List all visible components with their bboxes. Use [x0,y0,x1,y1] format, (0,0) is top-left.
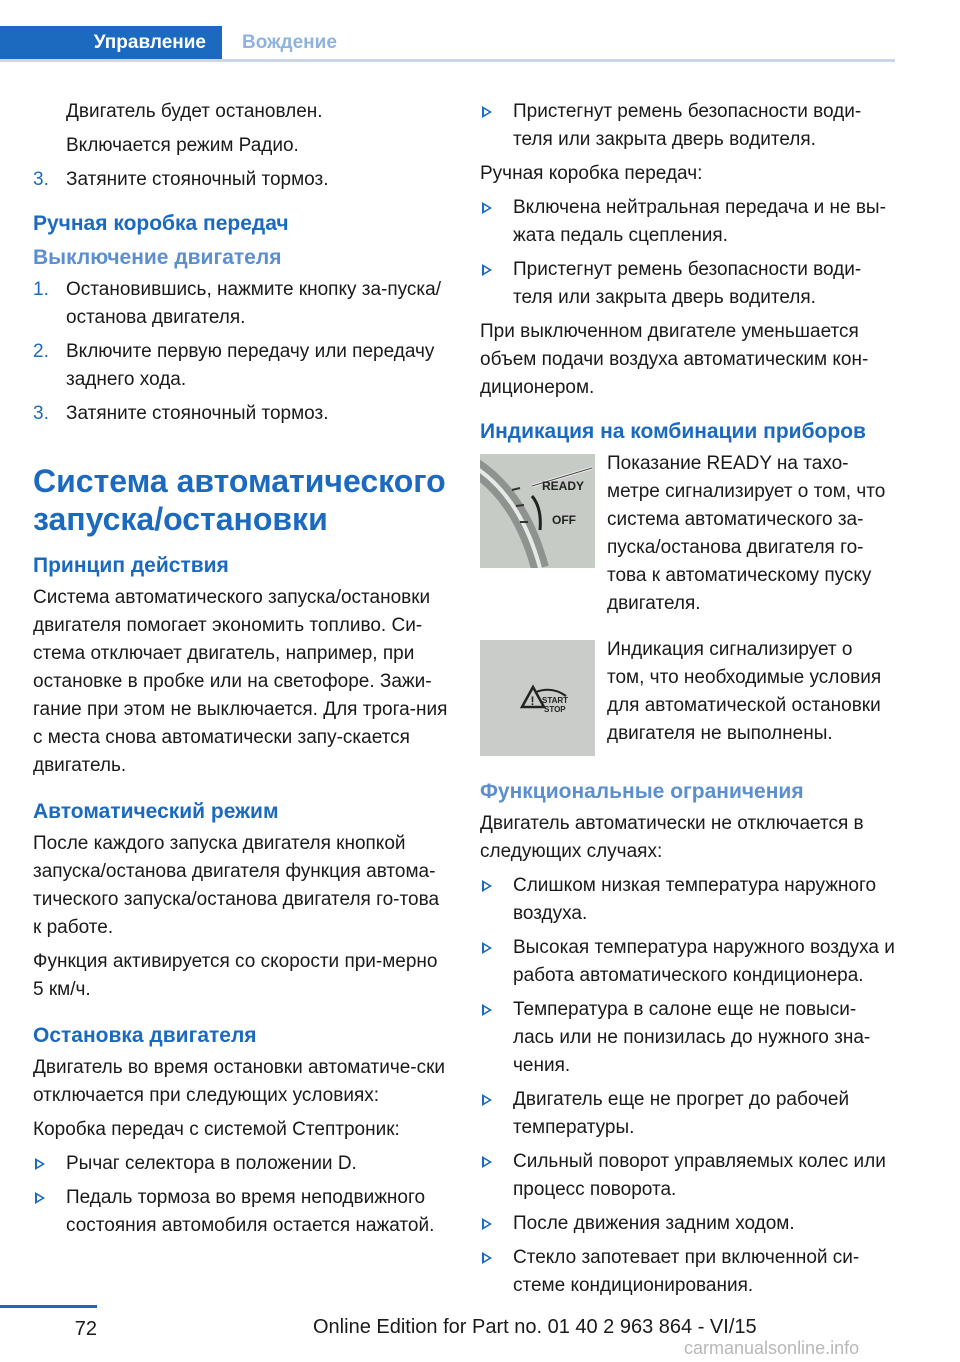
bullet-text: Рычаг селектора в положении D. [66,1153,357,1174]
numbered-step [33,166,448,194]
triangle-bullet-icon [482,264,492,276]
tab-driving[interactable]: Вождение [242,32,337,53]
bullet-text: Температура в салоне еще не повыси-лась или не понизилась до нужного зна-чения. [513,999,871,1076]
page-number: 72 [74,1318,97,1340]
bullet-item [480,1148,895,1204]
principle-paragraph: Система автоматического запуска/остановки двигателя помогает экономить топливо. Си-стема отключает двигатель, например, при остановке в пробке или на светофоре. Зажи-гание при этом не выключается. Для трога-ния с места снова автоматически запу-скается двигатель. [33,587,448,776]
section-heading: Автоматический режим [33,800,279,823]
triangle-bullet-icon [482,1218,492,1230]
triangle-bullet-icon [35,1192,45,1204]
step-text: Затяните стояночный тормоз. [66,403,329,424]
triangle-bullet-icon [482,880,492,892]
triangle-bullet-icon [482,1252,492,1264]
section-heading: Ручная коробка передач [33,212,289,235]
intro-line: Включается режим Радио. [66,135,299,156]
auto-paragraph: После каждого запуска двигателя кнопкой запуска/останова двигателя функция автома-тического запуска/останова двигателя го-това к работе. [33,833,440,938]
step-text: Остановившись, нажмите кнопку за-пуска/останова двигателя. [66,279,442,328]
limits-paragraph: Двигатель автоматически не отключается в следующих случаях: [480,813,864,862]
start-stop-indicator-image [480,640,595,756]
svg-text:!: ! [530,694,535,708]
tab-controls[interactable]: Управление [0,26,222,62]
numbered-step [33,276,448,332]
bullet-item [480,1244,895,1300]
numbered-step [33,338,448,394]
figure-block [480,636,895,756]
subsection-heading: Выключение двигателя [33,246,282,269]
section-heading: Остановка двигателя [33,1024,257,1047]
triangle-bullet-icon [35,1158,45,1170]
bullet-text: Пристегнут ремень безопасности води-теля или закрыта дверь водителя. [513,101,862,150]
step-text: Затяните стояночный тормоз. [66,169,329,190]
bullet-item [480,98,895,154]
manual-label: Ручная коробка передач: [480,163,703,184]
bullet-item [480,996,895,1080]
bullet-item [480,256,895,312]
air-paragraph: При выключенном двигателе уменьшается объем подачи воздуха автоматическим кон-диционером. [480,321,869,398]
triangle-bullet-icon [482,942,492,954]
ready-label: READY [542,479,585,493]
step-number: 1. [33,279,49,300]
right-column [480,98,895,1306]
bullet-item [480,194,895,250]
triangle-bullet-icon [482,106,492,118]
header-tabs [0,26,895,60]
edition-info: Online Edition for Part no. 01 40 2 963 864 - VI/15 [313,1316,757,1338]
watermark: carmanualsonline.info [684,1338,860,1358]
triangle-bullet-icon [482,1156,492,1168]
triangle-bullet-icon [482,1094,492,1106]
bullet-text: Слишком низкая температура наружного воздуха. [513,875,877,924]
auto-paragraph: Функция активируется со скорости при-мерно 5 км/ч. [33,951,438,1000]
step-number: 3. [33,169,49,190]
triangle-bullet-icon [482,1004,492,1016]
intro-line: Двигатель будет остановлен. [66,101,323,122]
bullet-item [480,934,895,990]
bullet-item [480,1086,895,1142]
numbered-step [33,400,448,428]
bullet-text: Включена нейтральная передача и не вы-жата педаль сцепления. [513,197,886,246]
step-number: 3. [33,403,49,424]
subsection-heading: Функциональные ограничения [480,780,804,803]
footer-divider [0,1305,97,1308]
bullet-text: Пристегнут ремень безопасности води-теля или закрыта дверь водителя. [513,259,862,308]
bullet-text: Сильный поворот управляемых колес или процесс поворота. [513,1151,886,1200]
triangle-bullet-icon [482,202,492,214]
step-number: 2. [33,341,49,362]
section-heading: Принцип действия [33,554,229,577]
section-heading: Индикация на комбинации приборов [480,420,866,443]
bullet-item [480,872,895,928]
bullet-item [33,1184,448,1240]
figure-caption: Показание READY на тахо-метре сигнализирует о том, что система автоматического за-пуска/останова двигателя го-това к автоматическому пуску двигателя. [607,453,886,614]
off-label: OFF [552,513,576,527]
figure-caption: Индикация сигнализирует о том, что необходимые условия для автоматической остановки двигателя не выполнены. [607,639,882,744]
steptronic-label: Коробка передач с системой Стептроник: [33,1119,400,1140]
bullet-text: Педаль тормоза во время неподвижного состояния автомобиля остается нажатой. [66,1187,435,1236]
bullet-text: Высокая температура наружного воздуха и работа автоматического кондиционера. [513,937,895,986]
stop-label: STOP [544,705,566,714]
start-label: START [542,696,569,705]
header-divider [0,59,895,62]
tachometer-ready-image [480,454,595,568]
left-column [33,98,448,1246]
bullet-text: После движения задним ходом. [513,1213,795,1234]
step-text: Включите первую передачу или передачу заднего хода. [66,341,435,390]
bullet-item [480,1210,895,1238]
bullet-text: Двигатель еще не прогрет до рабочей температуры. [513,1089,850,1138]
bullet-text: Стекло запотевает при включенной си-стеме кондиционирования. [513,1247,860,1296]
bullet-item [33,1150,448,1178]
stop-paragraph: Двигатель во время остановки автоматиче-ски отключается при следующих условиях: [33,1057,446,1106]
chapter-title: Система автоматического запуска/остановки [33,463,446,537]
figure-block [480,450,895,618]
